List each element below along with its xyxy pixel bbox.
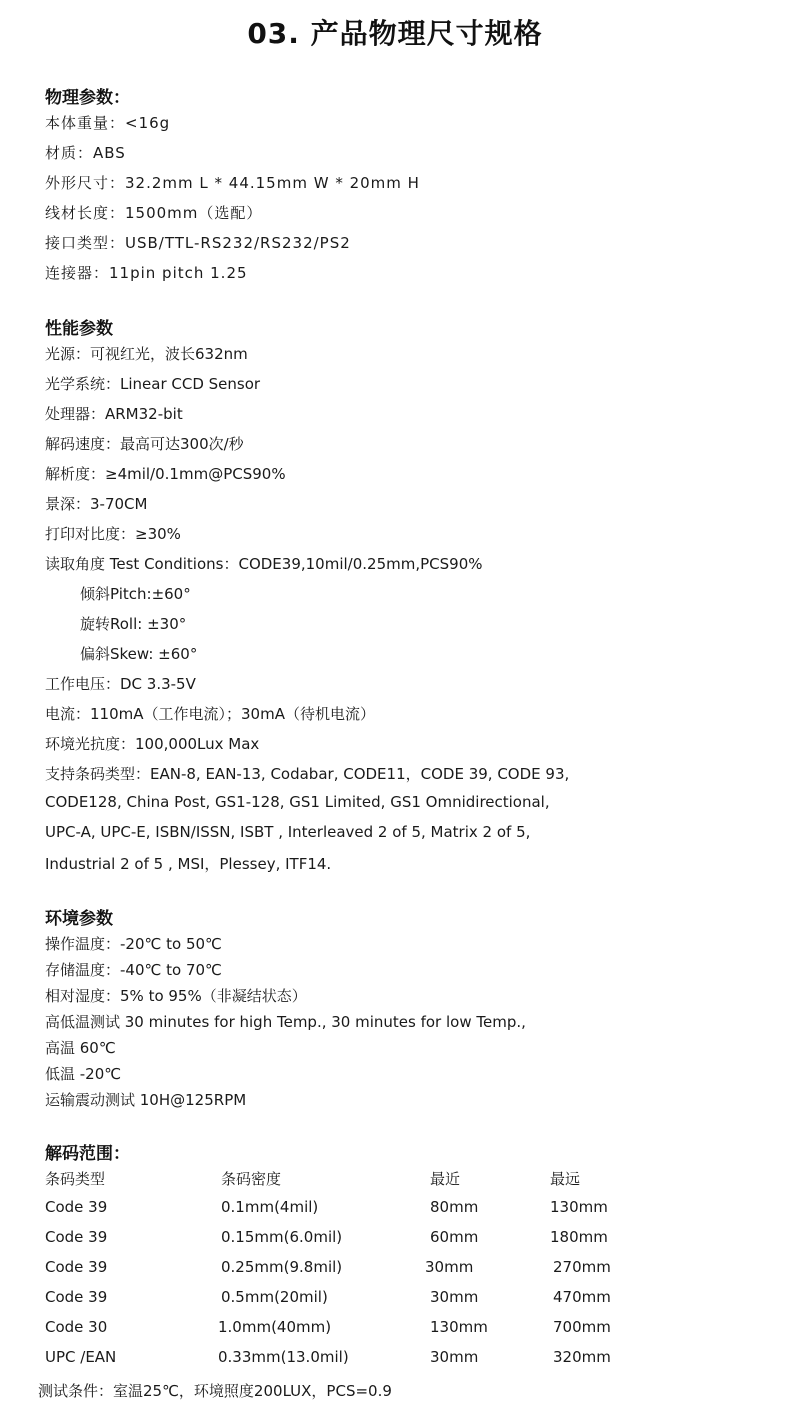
decode-cell-near: 30mm <box>425 1258 474 1276</box>
performance-line: 处理器：ARM32-bit <box>45 405 183 423</box>
decode-cell-type: Code 30 <box>45 1318 108 1336</box>
environment-line: 高低温测试 30 minutes for high Temp., 30 minutes for low Temp., <box>45 1013 526 1031</box>
performance-line: 解析度：≥4mil/0.1mm@PCS90% <box>45 465 286 483</box>
decode-cell-near: 130mm <box>430 1318 488 1336</box>
decode-cell-far: 180mm <box>550 1228 608 1246</box>
physical-line: 线材长度：1500mm（选配） <box>45 204 263 222</box>
environment-heading: 环境参数 <box>45 909 113 929</box>
decode-cell-density: 0.33mm(13.0mil) <box>218 1348 349 1366</box>
performance-line: 支持条码类型：EAN-8, EAN-13, Codabar, CODE11，CODE 39, CODE 93, <box>45 765 570 783</box>
physical-heading: 物理参数： <box>45 88 130 108</box>
decode-cell-density: 0.5mm(20mil) <box>221 1288 328 1306</box>
performance-line: 电流：110mA（工作电流）；30mA（待机电流） <box>45 705 375 723</box>
page-title: 03. 产品物理尺寸规格 <box>247 17 543 50</box>
decode-cell-far: 130mm <box>550 1198 608 1216</box>
performance-line: Industrial 2 of 5 , MSI，Plessey, ITF14. <box>45 855 332 873</box>
decode-cell-density: 0.15mm(6.0mil) <box>221 1228 343 1246</box>
decode-cell-far: 470mm <box>553 1288 611 1306</box>
decode-cell-far: 320mm <box>553 1348 611 1366</box>
physical-line: 材质：ABS <box>45 144 126 162</box>
decode-header-density: 条码密度 <box>221 1170 282 1188</box>
environment-line: 低温 -20℃ <box>45 1065 122 1083</box>
decode-cell-density: 0.25mm(9.8mil) <box>221 1258 343 1276</box>
decode-cell-type: Code 39 <box>45 1228 108 1246</box>
performance-line: 打印对比度：≥30% <box>45 525 181 543</box>
decode-cell-density: 1.0mm(40mm) <box>218 1318 332 1336</box>
environment-line: 高温 60℃ <box>45 1039 116 1057</box>
performance-heading: 性能参数 <box>45 319 113 339</box>
physical-line: 连接器：11pin pitch 1.25 <box>45 264 248 282</box>
performance-line: 解码速度：最高可达300次/秒 <box>45 435 244 453</box>
decode-cell-near: 80mm <box>430 1198 479 1216</box>
decode-cell-far: 270mm <box>553 1258 611 1276</box>
decode-cell-near: 60mm <box>430 1228 479 1246</box>
performance-line: 环境光抗度：100,000Lux Max <box>45 735 260 753</box>
physical-line: 外形尺寸：32.2mm L * 44.15mm W * 20mm H <box>45 174 420 192</box>
performance-line: UPC-A, UPC-E, ISBN/ISSN, ISBT , Interleaved 2 of 5, Matrix 2 of 5, <box>45 823 531 841</box>
performance-line: 读取角度 Test Conditions：CODE39,10mil/0.25mm,PCS90% <box>45 555 483 573</box>
decode-cell-type: Code 39 <box>45 1198 108 1216</box>
angle-line: 旋转Roll: ±30° <box>80 615 187 633</box>
decode-heading: 解码范围： <box>45 1144 130 1164</box>
environment-line: 相对湿度：5% to 95%（非凝结状态） <box>45 987 307 1005</box>
performance-line: 工作电压：DC 3.3-5V <box>45 675 196 693</box>
angle-line: 偏斜Skew: ±60° <box>80 645 198 663</box>
performance-line: 光源：可视红光，波长632nm <box>45 345 248 363</box>
decode-cell-near: 30mm <box>430 1348 479 1366</box>
performance-line: CODE128, China Post, GS1-128, GS1 Limited, GS1 Omnidirectional, <box>45 793 550 811</box>
environment-line: 操作温度：-20℃ to 50℃ <box>45 935 222 953</box>
decode-cell-density: 0.1mm(4mil) <box>221 1198 319 1216</box>
decode-header-far: 最远 <box>550 1170 581 1188</box>
decode-header-type: 条码类型 <box>45 1170 106 1188</box>
decode-cell-near: 30mm <box>430 1288 479 1306</box>
decode-cell-type: UPC /EAN <box>45 1348 117 1366</box>
physical-line: 本体重量：<16g <box>45 114 171 132</box>
decode-cell-type: Code 39 <box>45 1288 108 1306</box>
decode-cell-type: Code 39 <box>45 1258 108 1276</box>
test-conditions-note: 测试条件：室温25℃，环境照度200LUX，PCS=0.9 <box>38 1382 392 1400</box>
performance-line: 景深：3-70CM <box>45 495 148 513</box>
environment-line: 存储温度：-40℃ to 70℃ <box>45 961 222 979</box>
decode-header-near: 最近 <box>430 1170 461 1188</box>
decode-cell-far: 700mm <box>553 1318 611 1336</box>
environment-line: 运输震动测试 10H@125RPM <box>45 1091 247 1109</box>
performance-line: 光学系统：Linear CCD Sensor <box>45 375 261 393</box>
angle-line: 倾斜Pitch:±60° <box>80 585 191 603</box>
physical-line: 接口类型：USB/TTL-RS232/RS232/PS2 <box>45 234 351 252</box>
